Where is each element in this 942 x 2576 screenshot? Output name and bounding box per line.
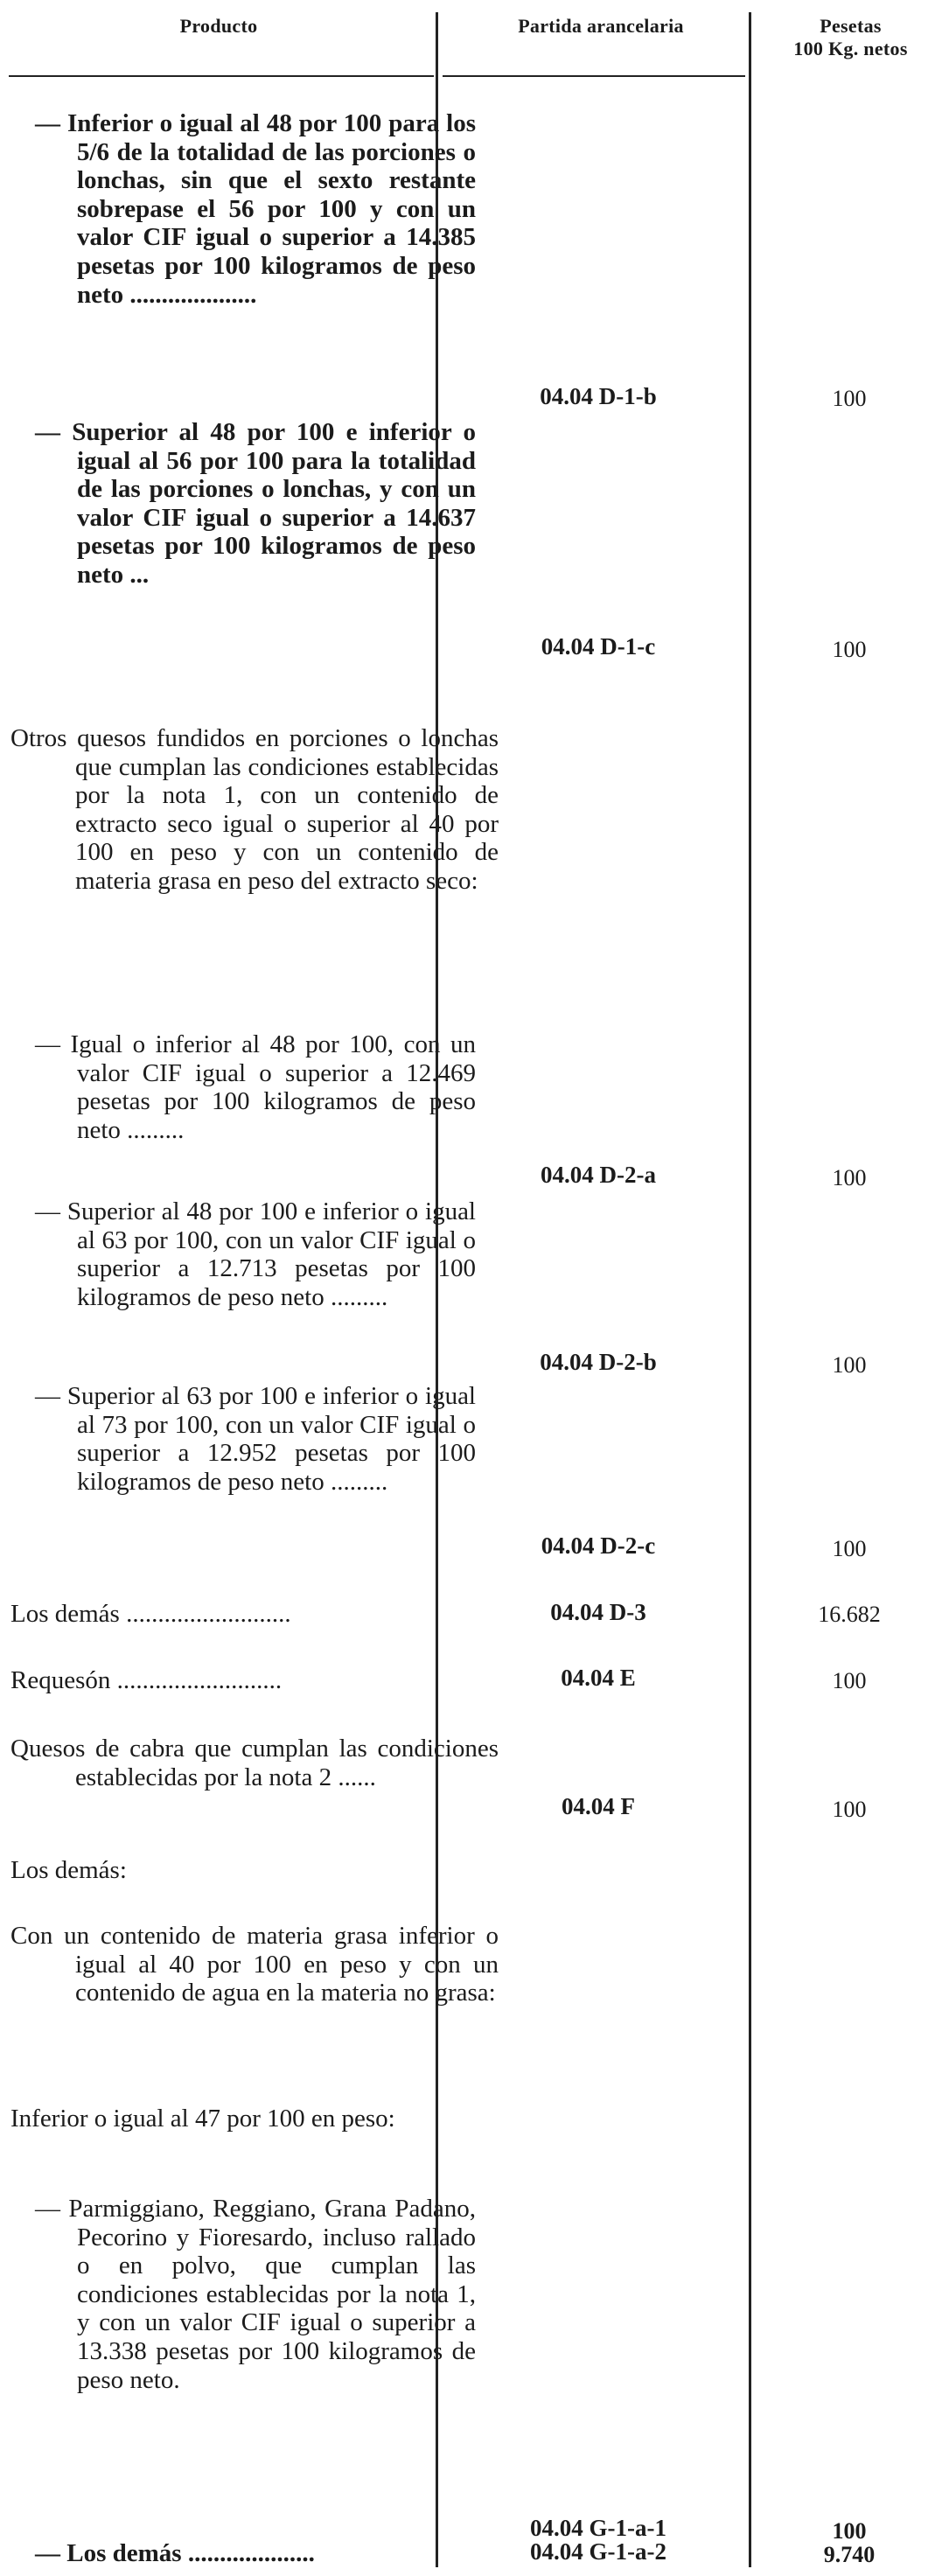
header-producto: Producto — [179, 15, 258, 37]
row-9-value: 100 — [832, 1797, 867, 1822]
row-9-text: Quesos de cabra que cumplan las condiciones establecidas por la nota 2 ...... — [10, 1735, 499, 1791]
header-partida: Partida arancelaria — [518, 15, 684, 37]
row-2-value: 100 — [832, 637, 867, 662]
row-8-value: 100 — [832, 1668, 867, 1693]
header-pesetas: Pesetas — [820, 15, 882, 37]
row-3-text: Otros quesos fundidos en porciones o lonchas que cumplan las condiciones establecidas por la nota 1, con un contenido de extracto seco igual o superior al 40 por 100 en peso y con un contenido de materia grasa en peso del extracto seco: — [10, 724, 499, 895]
row-13-code: 04.04 G-1-a-1 — [530, 2515, 666, 2541]
row-6-code: 04.04 D-2-c — [541, 1532, 656, 1559]
row-4-value: 100 — [832, 1165, 867, 1190]
row-12-text: Inferior o igual al 47 por 100 en peso: — [10, 2105, 395, 2133]
row-14-text: — Los demás .................... — [35, 2539, 315, 2567]
row-2-code: 04.04 D-1-c — [541, 633, 656, 660]
row-2-text: — Superior al 48 por 100 e inferior o igual al 56 por 100 para la totalidad de las porciones o lonchas, y con un valor CIF igual o superior a 14.637 pesetas por 100 kilogramos de peso neto ... — [35, 418, 476, 589]
header-rule-partida — [443, 75, 745, 77]
row-13-value: 100 — [832, 2518, 867, 2544]
row-4-text: — Igual o inferior al 48 por 100, con un valor CIF igual o superior a 12.469 pesetas por 100 kilogramos de peso neto ......... — [35, 1030, 476, 1144]
row-14-value: 9.740 — [823, 2542, 876, 2567]
row-4-code: 04.04 D-2-a — [541, 1162, 656, 1188]
row-14-code: 04.04 G-1-a-2 — [530, 2538, 666, 2565]
row-7-code: 04.04 D-3 — [550, 1599, 646, 1625]
row-11-text: Con un contenido de materia grasa inferior o igual al 40 por 100 en peso y con un contenido de agua en la materia no grasa: — [10, 1922, 499, 2007]
row-1-code: 04.04 D-1-b — [540, 383, 657, 409]
row-13-text: — Parmiggiano, Reggiano, Grana Padano, Pecorino y Fioresardo, incluso rallado o en polvo, que cumplan las condiciones establecidas por la nota 1, y con un valor CIF igual o superior a 13.338 pesetas por 100 kilogramos de peso neto. — [35, 2195, 476, 2394]
row-9-code: 04.04 F — [562, 1793, 635, 1819]
row-7-value: 16.682 — [818, 1602, 881, 1627]
row-10-text: Los demás: — [10, 1856, 127, 1884]
row-8-text: Requesón .......................... — [10, 1666, 283, 1694]
row-1-text: — Inferior o igual al 48 por 100 para los 5/6 de la totalidad de las porciones o lonchas, sin que el sexto restante sobrepase el 56 por 100 y con un valor CIF igual o superior a 14.385 pesetas por 100 kilogramos de peso neto .................... — [35, 109, 476, 309]
header-pesetas-sub: 100 Kg. netos — [793, 38, 908, 59]
row-5-code: 04.04 D-2-b — [540, 1349, 657, 1375]
row-1-value: 100 — [832, 386, 867, 411]
header-rule-producto — [9, 75, 434, 77]
row-5-text: — Superior al 48 por 100 e inferior o igual al 63 por 100, con un valor CIF igual o superior a 12.713 pesetas por 100 kilogramos de peso neto ......... — [35, 1197, 476, 1311]
row-6-text: — Superior al 63 por 100 e inferior o igual al 73 por 100, con un valor CIF igual o superior a 12.952 pesetas por 100 kilogramos de peso neto ......... — [35, 1382, 476, 1496]
row-7-text: Los demás .......................... — [10, 1600, 291, 1628]
column-divider-2 — [749, 12, 751, 2567]
row-6-value: 100 — [832, 1536, 867, 1561]
row-5-value: 100 — [832, 1352, 867, 1378]
row-8-code: 04.04 E — [561, 1665, 636, 1691]
